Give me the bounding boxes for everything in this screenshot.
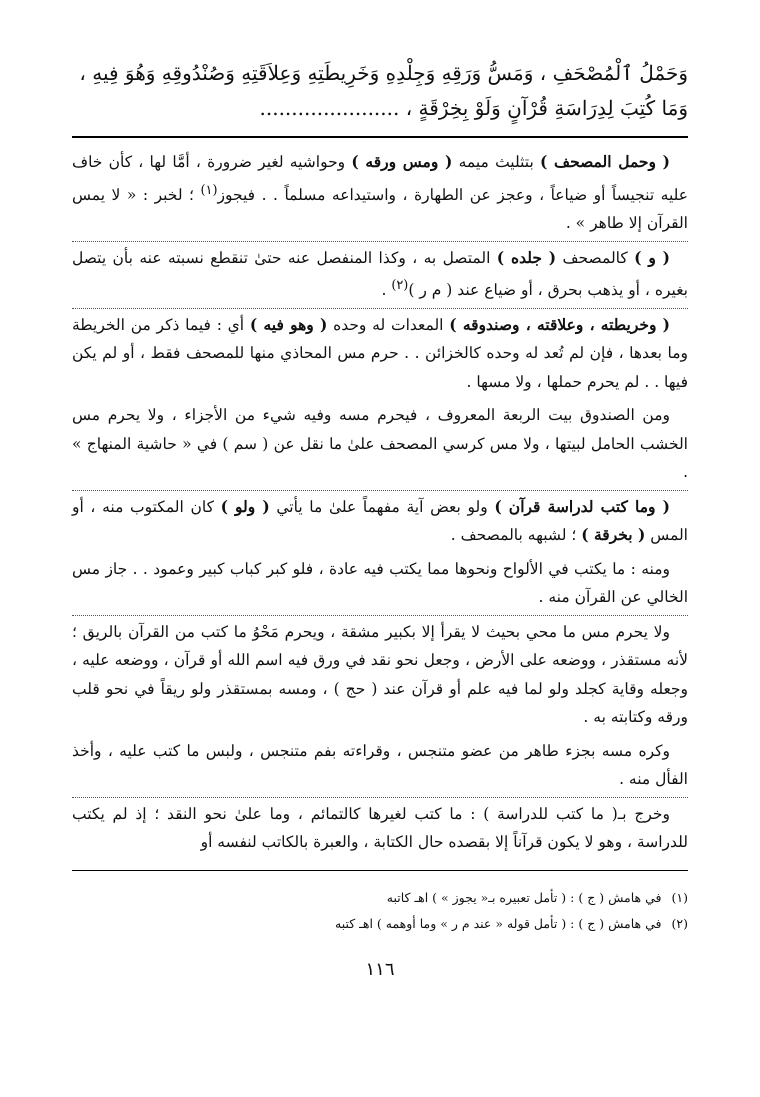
commentary-text: ولو بعض آية مفهماً علىٰ ما يأتي [269, 497, 495, 516]
matn-line-2-text: وَمَا كُتِبَ لِدِرَاسَةِ قُرْآنٍ وَلَوْ بِخِرْقَةٍ ، [405, 96, 688, 120]
commentary-paragraph: ومن الصندوق بيت الربعة المعروف ، فيحرم مسه وفيه شيء من الأجزاء ، ولا يحرم مس الخشب الحامل لبيتها ، ولا مس كرسي المصحف علىٰ ما نقل عن ( سم ) في « حاشية المنهاج » . [72, 406, 688, 482]
footnote [72, 885, 688, 911]
matn-line-1: وَحَمْلُ ٱلْمُصْحَفِ ، وَمَسُّ وَرَقِهِ وَجِلْدِهِ وَخَرِيطَتِهِ وَعِلاَقَتِهِ وَصُنْدُوقِهِ وَهُوَ فِيهِ ، [79, 61, 688, 85]
quoted-term: ( وحمل المصحف ) [540, 152, 670, 171]
quoted-term: ( وهو فيه ) [249, 314, 328, 334]
commentary-paragraph [72, 146, 688, 241]
commentary-paragraph: وخرج بـ( ما كتب للدراسة ) : ما كتب لغيرها كالتمائم ، وما علىٰ نحو النقد ؛ إذ لم يكتب للدراسة ، وهو لا يكون قرآناً إلا بقصده حال الكتابة ، والعبرة بالكاتب لنفسه أو [72, 804, 688, 852]
footnote-ref[interactable]: (١) [200, 182, 218, 198]
commentary-text: وحواشيه لغير ضرورة ، أمَّا لها ، كأن خاف عليه تنجيساً أو ضياعاً ، وعجز عن الطهارة ، واستيداعه مسلماً . . فيجوز [72, 153, 688, 204]
matn-text [72, 56, 688, 126]
matn-line-2 [72, 91, 688, 126]
footnote [72, 911, 688, 937]
book-page [72, 56, 688, 980]
matn-dots: ...................... [259, 96, 400, 120]
commentary [72, 146, 688, 860]
commentary-text: أي : فيما ذكر من الخريطة وما بعدها ، فإن لم تُعد له وحده كالخزائن . . حرم مس المحاذي منها للمصحف فقط ، أو لم يكن فيها . . لم يحرم حملها ، ولا مسها . [72, 315, 688, 391]
footnote-ref[interactable]: (٢) [391, 278, 409, 294]
quoted-term: ( و ) [634, 247, 670, 267]
commentary-text: المعدات له وحده [327, 315, 450, 334]
quoted-term: ( بخرقة ) [581, 525, 646, 545]
footnote-rule [72, 870, 688, 871]
commentary-paragraph [72, 242, 688, 308]
commentary-text: ؛ لخبر : « لا يمس القرآن إلا طاهر » . [72, 185, 688, 233]
commentary-paragraph: ولا يحرم مس ما محي بحيث لا يقرأ إلا بكبير مشقة ، ويحرم مَحْوُ ما كتب من القرآن بالريق ؛ لأنه مستقذر ، ووضعه على الأرض ، وجعل نحو نقد في ورق فيه اسم الله أو قرآن ، ووضعه عليه ، وجعله وقاية كجلد ولو لما فيه علم أو قرآن عند ( حج ) ، ومسه بمستقذر ولو ريقاً في نحو قلب ورقه وكتابته به . [72, 622, 688, 727]
quoted-term: ( وما كتب لدراسة قرآن ) [494, 496, 670, 516]
quoted-term: ( ومس ورقه ) [351, 152, 453, 171]
commentary-text: المتصل به ، وكذا المنفصل عنه حتىٰ تنقطع نسبته عنه بأن يتصل بغيره ، أو يذهب بحرق ، أو ضياع عند ( م ر ) [72, 248, 688, 300]
footnotes [72, 885, 688, 937]
footnote-number: (٢) [671, 915, 688, 931]
footnote-number: (١) [671, 889, 688, 905]
commentary-text: كالمصحف [556, 248, 635, 267]
footnote-text: في هامش ( ج ) : ( تأمل قوله « عند م ر » وما أوهمه ) اهـ كتبه [335, 915, 662, 931]
commentary-text: ؛ لشبهه بالمصحف . [450, 526, 582, 545]
commentary-text: بتثليث ميمه [452, 153, 540, 171]
quoted-term: ( جلده ) [496, 247, 557, 267]
page-number: ١١٦ [365, 958, 395, 980]
quoted-term: ( ولو ) [220, 496, 270, 516]
commentary-paragraph [72, 309, 688, 400]
separator-rule [72, 136, 688, 138]
footnote-text: في هامش ( ج ) : ( تأمل تعبيره بـ« يجوز » ) اهـ كاتبه [386, 889, 662, 905]
quoted-term: ( وخريطته ، وعلاقته ، وصندوقه ) [449, 314, 671, 334]
commentary-paragraph [72, 491, 688, 553]
commentary-text: كان المكتوب منه ، أو المس [72, 497, 688, 545]
commentary-paragraph: ومنه : ما يكتب في الألواح ونحوها مما يكتب فيه عادة ، فلو كبر كباب كبير وعمود . . جاز مس الخالي عن القرآن منه . [72, 559, 688, 607]
commentary-text: . [381, 281, 392, 300]
commentary-paragraph: وكره مسه بجزء طاهر من عضو متنجس ، وقراءته بفم متنجس ، ولبس ما كتب عليه ، وأخذ الفأل منه . [72, 741, 688, 789]
